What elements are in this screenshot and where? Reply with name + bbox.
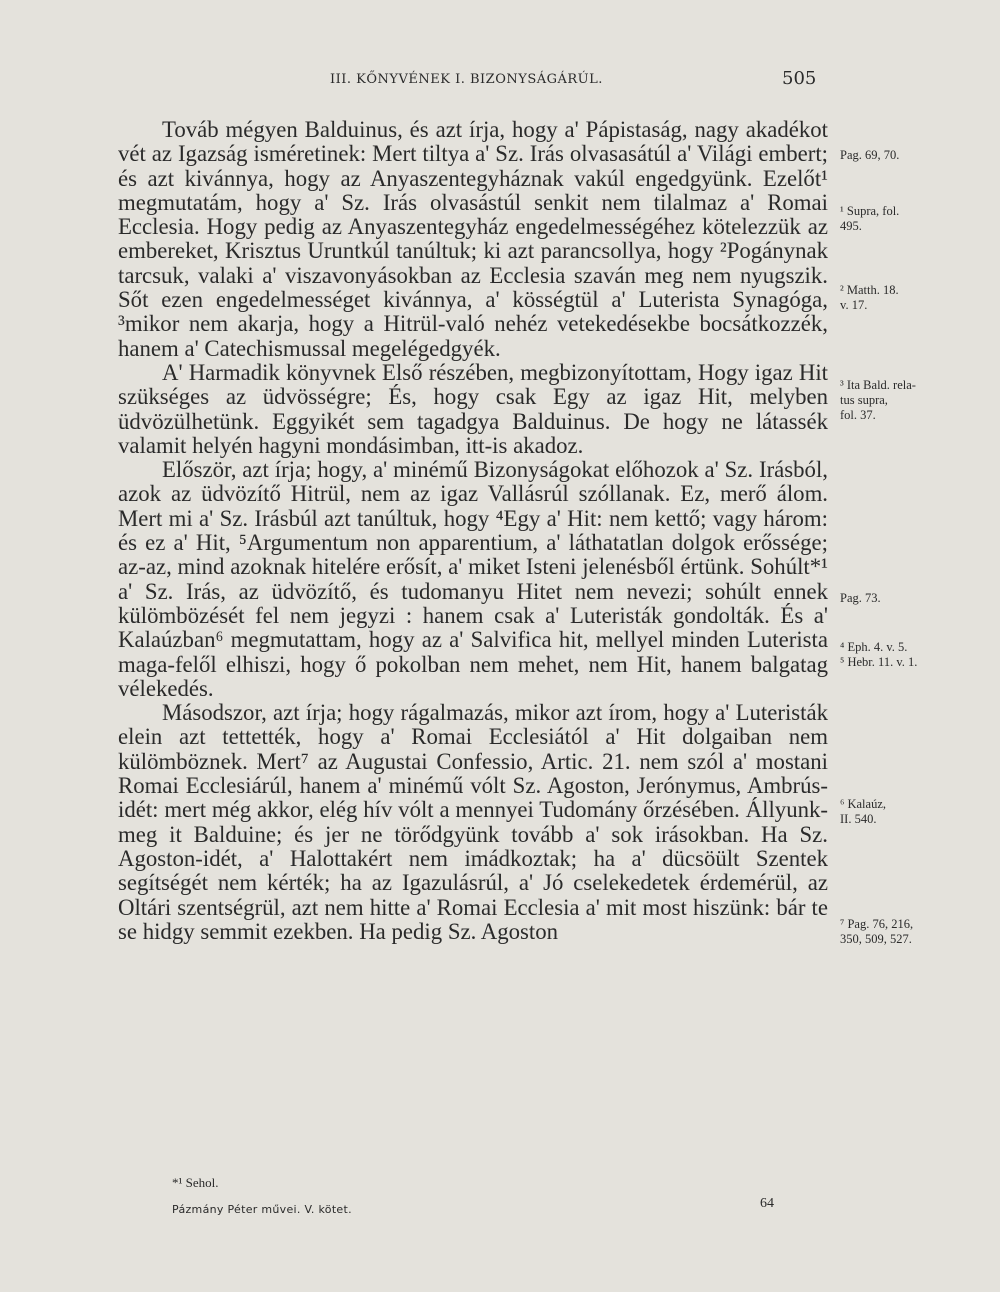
margin-note-eph-hebr: ⁴ Eph. 4. v. 5. ⁵ Hebr. 11. v. 1. [840, 640, 918, 669]
page-number: 505 [782, 68, 817, 89]
margin-note-pag-73: Pag. 73. [840, 591, 881, 605]
margin-note-pag-69: Pag. 69, 70. [840, 148, 900, 162]
margin-note-pag-76: ⁷ Pag. 76, 216, 350, 509, 527. [840, 917, 914, 946]
margin-note-kalauz: ⁶ Kalaúz, II. 540. [840, 797, 887, 826]
margin-note-bald: ³ Ita Bald. rela- tus supra, fol. 37. [840, 378, 916, 422]
paragraph-2: A' Harmadik könyvnek Első részében, megbizonyítottam, Hogy igaz Hit szükséges az üdvösségre; És, hogy csak Egy az igaz Hit, melyben üdvözülhetünk. Eggyikét sem tagadgya Balduinus. De hogy ne látassék valamit helyén hagyni mondásimban, itt-is akadoz. [118, 359, 828, 458]
margin-note-supra: ¹ Supra, fol. 495. [840, 204, 900, 233]
signature-mark: Pázmány Péter művei. V. kötet. [172, 1203, 352, 1216]
paragraph-4: Másodszor, azt írja; hogy rágalmazás, mikor azt írom, hogy a' Luteristák elein azt tettették, hogy a' Romai Ecclesiától a' Hit dolgaiban nem külömböznek. Mert⁷ az Augustai Confessio, Artic. 21. nem szól a' mostani Romai Ecclesiárúl, hanem a' minémű vólt Sz. Agoston, Jerónymus, Ambrús-idét: mert még akkor, elég hív vólt a mennyei Tudomány őrzésében. Állyunk-meg it Balduine; és jer ne törődgyünk tovább a' sok irásokban. Ha Sz. Agoston-idét, a' Halottakért nem imádkoztak; ha a' dücsöült Szentek segítségét nem kérték; ha az Igazulásrúl, a' Jó cselekedetek érdemérül, az Oltári szentségrül, azt nem hitte a' Romai Ecclesia a' mit most hiszünk: bár te se hidgy semmit ezekben. Ha pedig Sz. Agoston [118, 700, 828, 944]
paragraph-1: Továb mégyen Balduinus, és azt írja, hogy a' Pápistaság, nagy akadékot vét az Igazság isméretinek: Mert tiltya a' Sz. Irás olvasasátúl a' Világi embert; és azt kivánnya, hogy az Anyaszentegyháznak vakúl engedgyünk. Ezelőt¹ megmutatám, hogy a' Sz. Irás olvasástúl senkit nem tilalmaz a' Romai Ecclesia. Hogy pedig az Anyaszentegyház engedelmességéhez kötelezzük az embereket, Krisztus Uruntkúl tanúltuk; ki azt parancsollya, hogy ²Pogánynak tarcsuk, valaki a' viszavonyásokban az Ecclesia szaván meg nem nyugszik. Sőt ezen engedelmességet kivánnya, a' kösségtül a' Luterista Synagóga, ³mikor nem akarja, hogy a Hitrül-való nehéz vetekedésekbe bocsátkozzék, hanem a' Catechismussal megelégedgyék. [118, 117, 828, 361]
main-text [118, 118, 828, 944]
signature-number: 64 [760, 1196, 774, 1211]
running-title: III. KŐNYVÉNEK I. BIZONYSÁGÁRÚL. [330, 72, 603, 87]
margin-note-matth: ² Matth. 18. v. 17. [840, 283, 899, 312]
paragraph-3: Először, azt írja; hogy, a' minémű Bizonyságokat előhozok a' Sz. Irásból, azok az üdvözítő Hitrül, nem az igaz Vallásrúl szóllanak. Ez, merő álom. Mert mi a' Sz. Irásbúl azt tanúltuk, hogy ⁴Egy a' Hit: nem kettő; vagy három: és ez a' Hit, ⁵Argumentum non apparentium, a' láthatatlan dolgok erőssége; az-az, mind azoknak hitelére erősít, a' miket Isteni jelenésből értünk. Sohúlt*¹ a' Sz. Irás, az üdvözítő, és tudomanyu Hitet nem nevezi; sohúlt ennek külömbözését fel nem jegyzi : hanem csak a' Luteristák gondolták. És a' Kalaúzban⁶ megmutattam, hogy az a' Salvifica hit, mellyel minden Luterista maga-felől elhiszi, hogy ő pokolban nem mehet, nem Hit, hanem balgatag vélekedés. [118, 457, 828, 701]
footnote: *¹ Sehol. [172, 1175, 219, 1190]
